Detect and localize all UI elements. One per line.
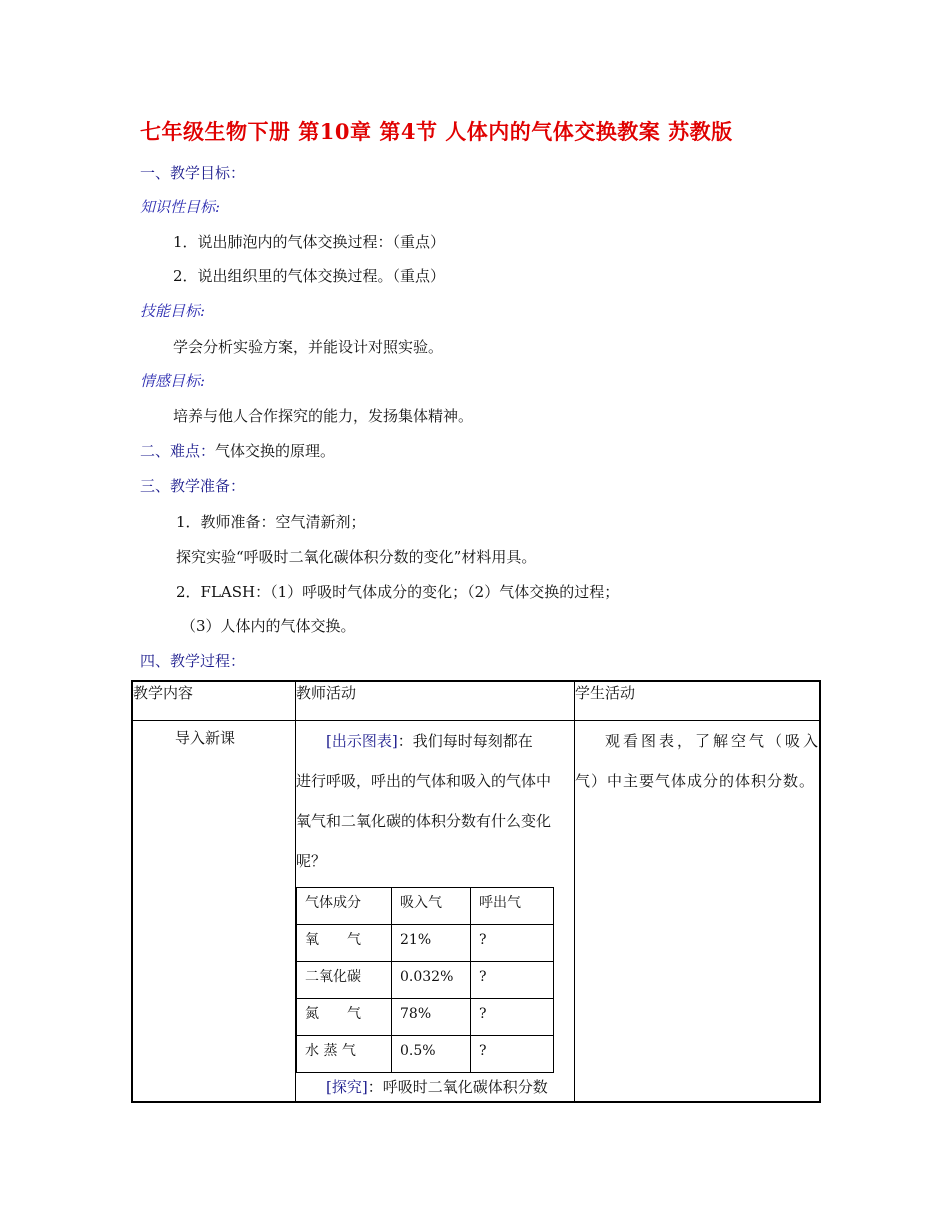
- table-header-row: [132, 681, 820, 721]
- row-teacher-cell: [296, 721, 575, 1103]
- skill-goal-text: 学会分析实验方案，并能设计对照实验。: [173, 338, 444, 356]
- gas-composition-table: [296, 887, 554, 1073]
- explore-line: [探究]：呼吸时二氧化碳体积分数: [326, 1078, 548, 1096]
- teacher-line-2: 进行呼吸，呼出的气体和吸入的气体中: [296, 772, 552, 790]
- header-student: 学生活动: [575, 681, 821, 721]
- document-title: 七年级生物下册 第10章 第4节 人体内的气体交换教案 苏教版: [140, 119, 733, 144]
- difficulty-text: 气体交换的原理。: [215, 442, 336, 460]
- row-student-cell: [575, 721, 821, 1103]
- gas-row-oxygen: 氧 气 21% ?: [297, 925, 554, 962]
- knowledge-item-2: 2．说出组织里的气体交换过程。（重点）: [173, 267, 446, 285]
- table-row: [132, 721, 820, 1103]
- difficulty-line: [140, 440, 335, 461]
- knowledge-item-1: 1．说出肺泡内的气体交换过程：（重点）: [173, 233, 446, 251]
- explore-tag: [探究]: [326, 1078, 368, 1096]
- skill-goal-label: 技能目标:: [140, 302, 206, 320]
- section-preparation: 三、教学准备：: [140, 477, 246, 495]
- gas-table-header: 气体成分 吸入气 呼出气: [297, 888, 554, 925]
- show-chart-tag: [出示图表]: [326, 732, 398, 750]
- teacher-line-3: 氧气和二氧化碳的体积分数有什么变化: [296, 812, 552, 830]
- difficulty-label: 二、难点：: [140, 442, 216, 460]
- prep-line-2: 探究实验“呼吸时二氧化碳体积分数的变化”材料用具。: [176, 548, 537, 566]
- teacher-line-1: [出示图表]：我们每时每刻都在: [326, 732, 533, 750]
- header-teacher: 教师活动: [296, 681, 575, 721]
- gas-row-co2: 二氧化碳 0.032% ?: [297, 962, 554, 999]
- section-objectives: 一、教学目标：: [140, 164, 246, 182]
- prep-line-1: 1．教师准备：空气清新剂；: [176, 513, 366, 531]
- row-content-cell: 导入新课: [132, 721, 296, 1103]
- knowledge-goal-label: 知识性目标:: [140, 198, 221, 216]
- lesson-process-table: [131, 680, 821, 1103]
- emotion-goal-text: 培养与他人合作探究的能力，发扬集体精神。: [173, 407, 474, 425]
- gas-row-vapor: 水 蒸 气 0.5% ?: [297, 1036, 554, 1073]
- header-content: 教学内容: [132, 681, 296, 721]
- teacher-line-4: 呢？: [296, 852, 327, 870]
- section-process: 四、教学过程：: [140, 652, 246, 670]
- prep-line-4: （3）人体内的气体交换。: [181, 617, 356, 635]
- emotion-goal-label: 情感目标:: [140, 372, 206, 390]
- prep-line-3: 2．FLASH：（1）呼吸时气体成分的变化；（2）气体交换的过程；: [176, 583, 620, 601]
- gas-row-nitrogen: 氮 气 78% ?: [297, 999, 554, 1036]
- student-activity-text: 观看图表，了解空气（吸入气）中主要气体成分的体积分数。: [575, 732, 819, 790]
